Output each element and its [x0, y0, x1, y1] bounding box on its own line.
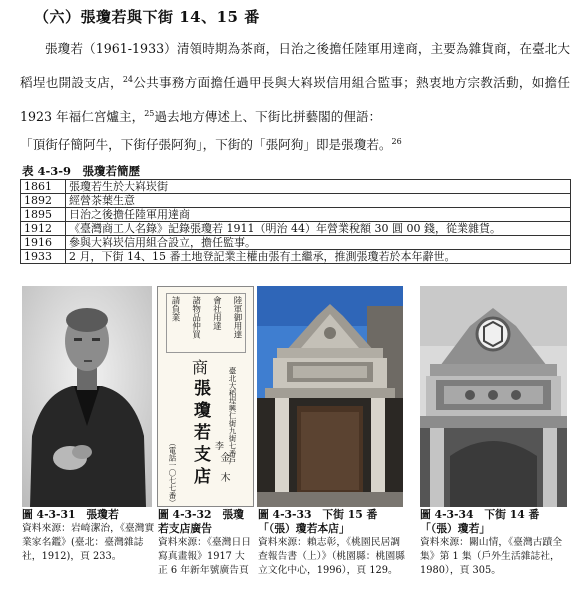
event-cell: 張瓊若生於大嵙崁街 — [66, 180, 571, 194]
caption-title: 圖 4-3-34 下街 14 番「（張）瓊若」 — [420, 508, 540, 535]
ad-service-line: 會社用達 — [211, 296, 222, 330]
table-row — [21, 222, 571, 236]
event-cell: 日治之後擔任陸軍用達商 — [66, 208, 571, 222]
paragraph-text: 「頂街仔簡阿牛，下街仔張阿狗」，下街的「張阿狗」即是張瓊若。 — [20, 137, 392, 153]
table-row — [21, 180, 571, 194]
footnote-marker[interactable]: 24 — [122, 75, 134, 84]
event-cell: 參與大嵙崁信用組合設立，擔任監事。 — [66, 236, 571, 250]
table-caption: 表 4-3-9 張瓊若簡歷 — [22, 164, 141, 178]
footnote-marker[interactable]: 26 — [391, 137, 402, 146]
caption-source: 資料來源：關山情，《臺灣古蹟全集》第 1 集（戶外生活雜誌社，1980），頁 305。 — [420, 537, 563, 576]
event-cell: 經營茶葉生意 — [66, 194, 571, 208]
ad-services-box — [166, 293, 246, 353]
year-cell: 1933 — [21, 250, 66, 264]
paragraph-text: 公共事務方面擔任過甲長與大嵙崁信用組合監事；熱衷地方宗教活動，如擔任 1923 年福仁宮爐主， — [20, 75, 571, 125]
figure-caption — [158, 508, 254, 578]
caption-source: 資料來源：賴志彰，《桃園民居調查報告書（上）》（桃園縣：桃園縣立文化中心，1996），頁 129。 — [258, 537, 405, 576]
ad-manager-mark: 李 — [215, 442, 225, 452]
portrait-photo — [22, 286, 152, 507]
caption-title: 圖 4-3-32 張瓊若支店廣告 — [158, 508, 244, 535]
table-row — [21, 208, 571, 222]
biography-table — [20, 179, 571, 264]
portrait-image — [22, 286, 152, 507]
ad-service-line: 諸物品仲買 — [190, 296, 201, 339]
year-cell: 1916 — [21, 236, 66, 250]
ad-manager-name: 金 木 — [218, 452, 229, 482]
ad-store-name: 張瓊若支店 — [190, 379, 210, 489]
paragraph-text: 過去地方傳述上、下街比拼藝閣的俚語： — [154, 109, 382, 125]
year-cell: 1912 — [21, 222, 66, 236]
figure-caption — [420, 508, 570, 578]
paragraph-saying — [20, 126, 570, 160]
shophouse-14-photo — [420, 286, 567, 507]
store-advertisement — [157, 286, 254, 507]
figure-caption — [22, 508, 155, 564]
ad-address: 臺北大稻埕興仁街九街七番戶 — [228, 367, 237, 465]
shophouse-15-image — [257, 286, 403, 507]
event-cell: 《臺灣商工人名錄》記錄張瓊若 1911（明治 44）年營業稅額 30 圓 00 錢，從業雜貨。 — [66, 222, 571, 236]
paragraph-biography — [20, 33, 570, 132]
event-cell: 2 月，下街 14、15 番土地登記業主權由張有土繼承，推測張瓊若於本年辭世。 — [66, 250, 571, 264]
shophouse-15-photo — [257, 286, 403, 507]
ad-service-line: 陸軍御用達 — [231, 296, 242, 339]
caption-title: 圖 4-3-33 下街 15 番「（張）瓊若本店」 — [258, 508, 378, 535]
ad-phone: （電話一〇七七番） — [168, 439, 177, 507]
ad-shop-character: 商 — [192, 358, 209, 377]
table-row — [21, 250, 571, 264]
paragraph-text: 張瓊若（1961-1933）清領時期為茶商，日治之後擔任陸軍用達商，主要為雜貨商，在臺北大稻埕也開設支店， — [20, 41, 570, 91]
year-cell: 1861 — [21, 180, 66, 194]
figure-caption — [258, 508, 408, 578]
caption-title: 圖 4-3-31 張瓊若 — [22, 508, 119, 521]
year-cell: 1895 — [21, 208, 66, 222]
table-row — [21, 236, 571, 250]
ad-service-line: 請負業 — [170, 296, 180, 322]
shophouse-14-image — [420, 286, 567, 507]
caption-source: 資料來源：岩崎潔治，《臺灣實業家名鑑》(臺北：臺灣雜誌社，1912)，頁 233。 — [22, 523, 155, 562]
section-heading: （六）張瓊若與下街 14、15 番 — [34, 8, 260, 26]
footnote-marker[interactable]: 25 — [144, 109, 155, 119]
year-cell: 1892 — [21, 194, 66, 208]
caption-source: 資料來源：《臺灣日日寫真畫報》1917 大正 6 年新年號廣告頁 — [158, 537, 252, 576]
table-row — [21, 194, 571, 208]
